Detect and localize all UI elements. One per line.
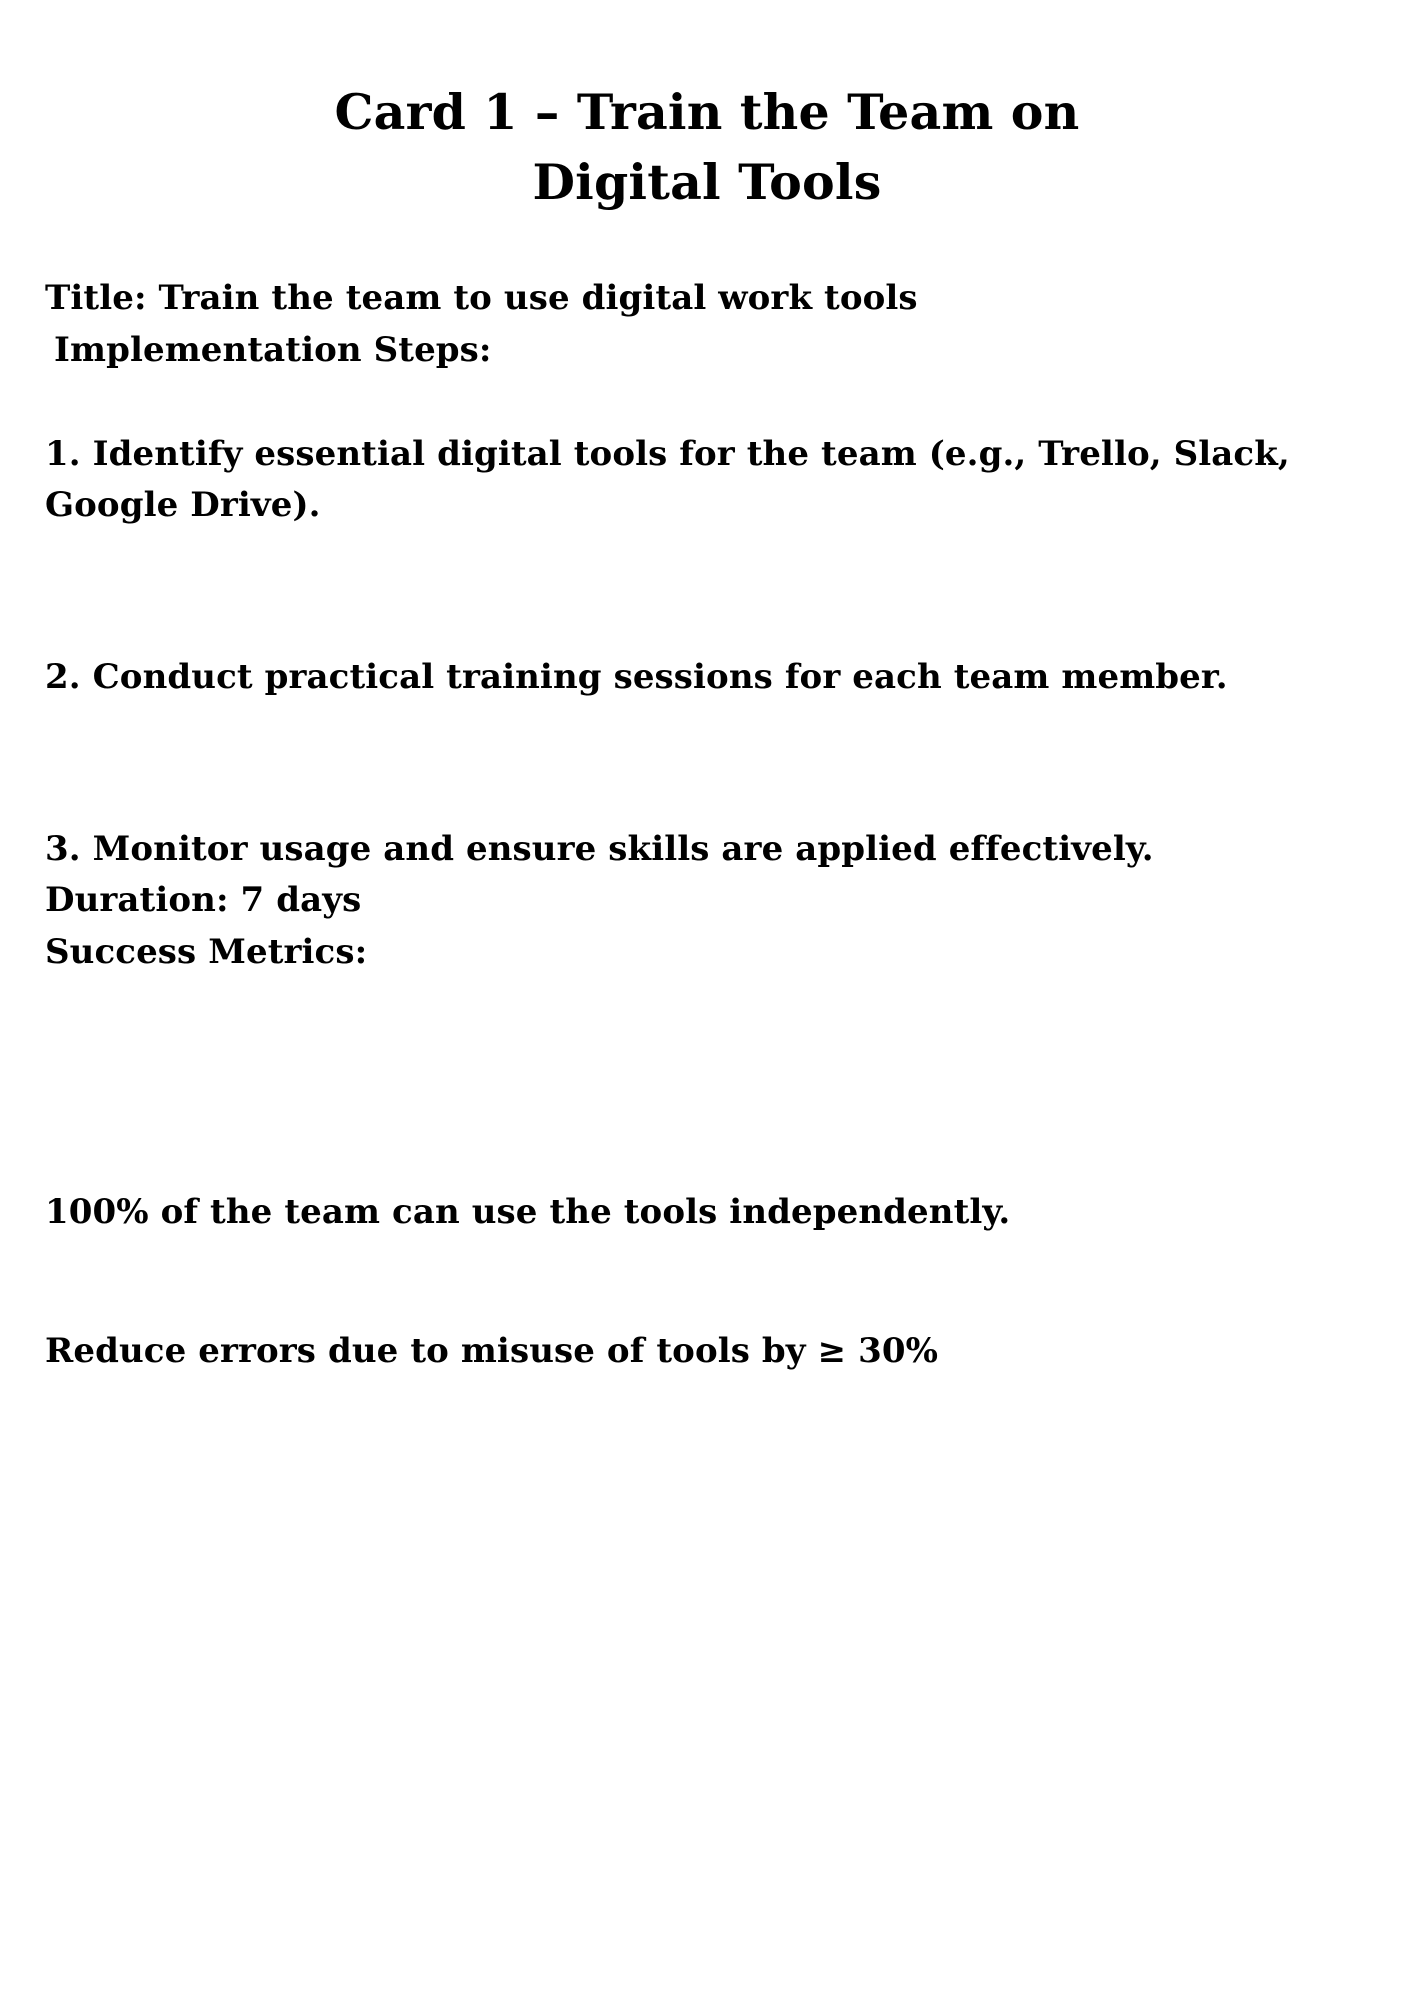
page-title-line-2: Digital Tools: [532, 152, 882, 211]
page-title-line-1: Card 1 – Train the Team on: [334, 83, 1080, 141]
page-title: [45, 78, 1369, 217]
spacer: [45, 377, 1369, 429]
document-body: [45, 273, 1369, 1378]
spacer: [45, 532, 1369, 652]
step-1: 1. Identify essential digital tools for the team (e.g., Trello, Slack, Google Drive).: [45, 433, 1290, 526]
duration-line: Duration: 7 days: [45, 880, 362, 921]
spacer: [45, 704, 1369, 824]
step-2: 2. Conduct practical training sessions for each team member.: [45, 656, 1228, 697]
spacer: [45, 1238, 1369, 1326]
implementation-steps-heading: Implementation Steps:: [54, 329, 492, 370]
success-metrics-heading: Success Metrics:: [45, 931, 368, 972]
spacer: [45, 1099, 1369, 1187]
spacer: [45, 979, 1369, 1099]
metric-2: Reduce errors due to misuse of tools by ≥ 30%: [45, 1331, 939, 1372]
title-line: Title: Train the team to use digital work tools: [45, 278, 918, 319]
metric-1: 100% of the team can use the tools independently.: [45, 1191, 1011, 1232]
step-3: 3. Monitor usage and ensure skills are applied effectively.: [45, 828, 1154, 869]
